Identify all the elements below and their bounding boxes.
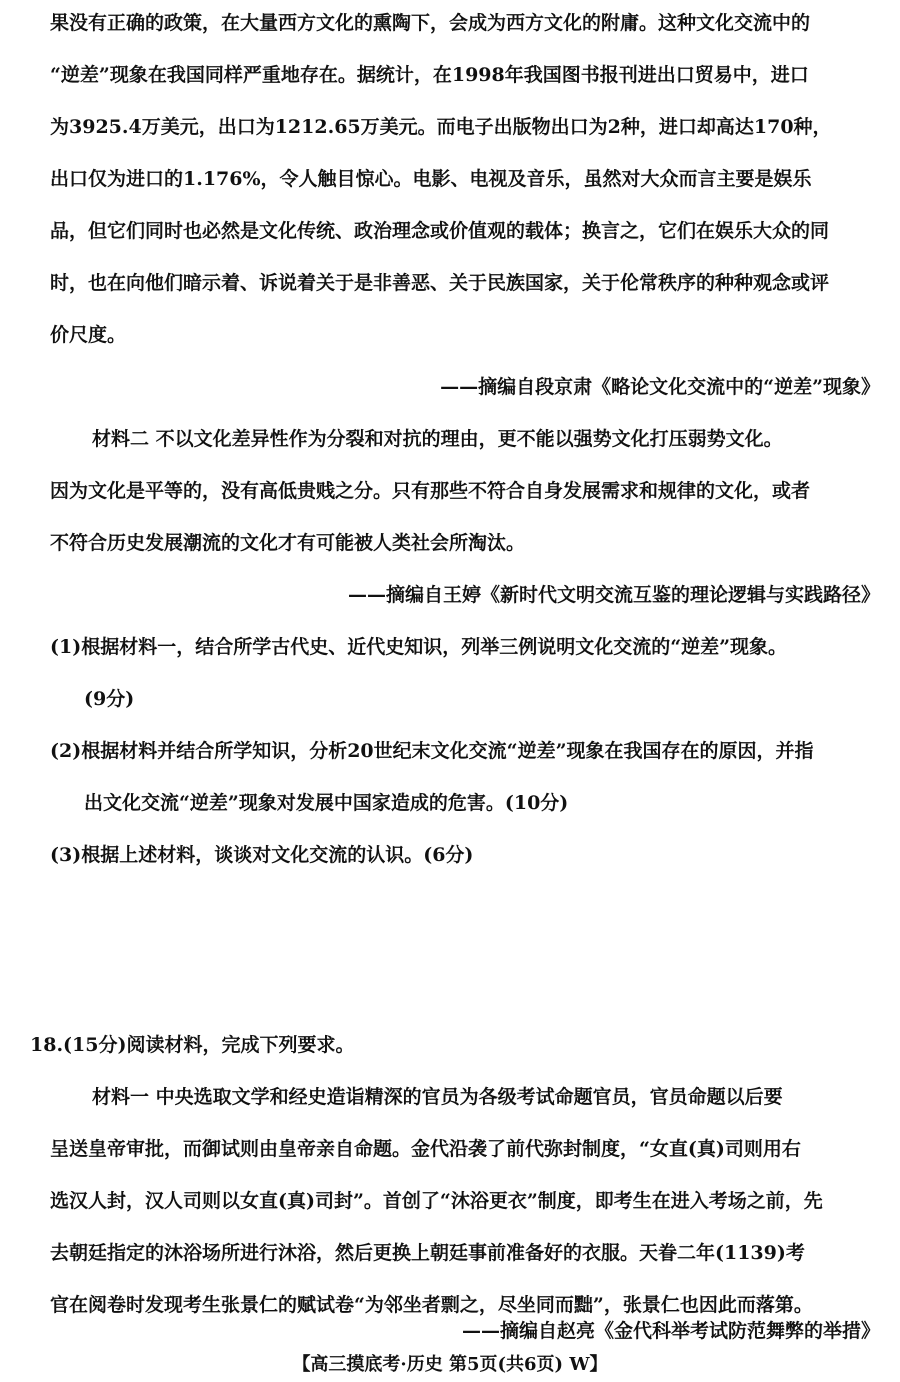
text-line: 品，但它们同时也必然是文化传统、政治理念或价值观的载体；换言之，它们在娱乐大众的同	[50, 220, 830, 242]
text-line: 为3925.4万美元，出口为1212.65万美元。而电子出版物出口为2种，进口却高达170种，	[50, 116, 832, 138]
text-line: 果没有正确的政策，在大量西方文化的熏陶下，会成为西方文化的附庸。这种文化交流中的	[50, 12, 811, 34]
text-line: 材料一 中央选取文学和经史造诣精深的官员为各级考试命题官员，官员命题以后要	[92, 1086, 783, 1108]
text-line: 因为文化是平等的，没有高低贵贱之分。只有那些不符合自身发展需求和规律的文化，或者	[50, 480, 811, 502]
question-2-cont: 出文化交流“逆差”现象对发展中国家造成的危害。(10分)	[84, 792, 569, 814]
text-line: 呈送皇帝审批，而御试则由皇帝亲自命题。金代沿袭了前代弥封制度，“女直(真)司则用右	[50, 1138, 801, 1160]
question-1: (1)根据材料一，结合所学古代史、近代史知识，列举三例说明文化交流的“逆差”现象。	[50, 636, 788, 658]
text-line: 时，也在向他们暗示着、诉说着关于是非善恶、关于民族国家，关于伦常秩序的种种观念或评	[50, 272, 830, 294]
question-2: (2)根据材料并结合所学知识，分析20世纪末文化交流“逆差”现象在我国存在的原因，并指	[50, 740, 814, 762]
text-line: 选汉人封，汉人司则以女直(真)司封”。首创了“沐浴更衣”制度，即考生在进入考场之前，先	[50, 1190, 823, 1212]
source-citation: ——摘编自王婷《新时代文明交流互鉴的理论逻辑与实践路径》	[347, 584, 880, 606]
text-line: “逆差”现象在我国同样严重地存在。据统计，在1998年我国图书报刊进出口贸易中，进口	[50, 64, 809, 86]
source-citation: ——摘编自段京肃《略论文化交流中的“逆差”现象》	[440, 376, 880, 398]
text-line: 不符合历史发展潮流的文化才有可能被人类社会所淘汰。	[50, 532, 526, 554]
page-footer: 【高三摸底考·历史 第5页(共6页) W】	[292, 1354, 608, 1375]
text-line: 材料二 不以文化差异性作为分裂和对抗的理由，更不能以强势文化打压弱势文化。	[92, 428, 783, 450]
question-3: (3)根据上述材料，谈谈对文化交流的认识。(6分)	[50, 844, 474, 866]
text-line: 价尺度。	[50, 324, 127, 346]
question-18-heading: 18.(15分)阅读材料，完成下列要求。	[30, 1034, 355, 1056]
text-line: 出口仅为进口的1.176%，令人触目惊心。电影、电视及音乐，虽然对大众而言主要是娱乐	[50, 168, 812, 190]
text-line: 官在阅卷时发现考生张景仁的赋试卷“为邻坐者剽之，尽坐同而黜”，张景仁也因此而落第。	[50, 1294, 813, 1316]
source-citation: ——摘编自赵亮《金代科举考试防范舞弊的举措》	[461, 1320, 880, 1342]
question-1-score: (9分)	[84, 688, 135, 710]
text-line: 去朝廷指定的沐浴场所进行沐浴，然后更换上朝廷事前准备好的衣服。天眷二年(1139)考	[50, 1242, 805, 1264]
